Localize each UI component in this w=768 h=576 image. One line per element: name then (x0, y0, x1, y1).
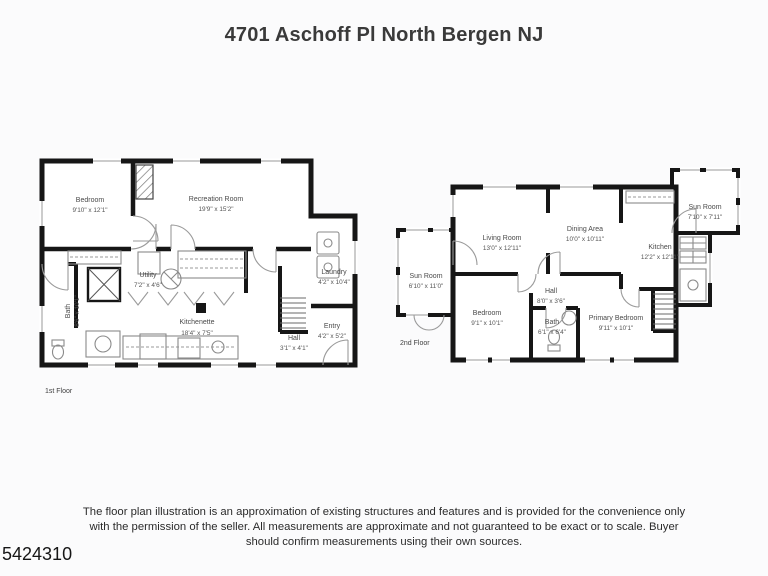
svg-text:6'10" x 11'0": 6'10" x 11'0" (408, 283, 444, 290)
svg-text:7'10" x 7'11": 7'10" x 7'11" (687, 214, 723, 221)
svg-text:8'0" x 3'6": 8'0" x 3'6" (537, 298, 565, 305)
svg-text:Bath: Bath (65, 303, 72, 319)
svg-text:Hall: Hall (287, 335, 301, 342)
svg-text:Entry: Entry (323, 323, 341, 330)
svg-text:8'6" x 10'1": 8'6" x 10'1" (74, 295, 81, 327)
svg-text:Bath: Bath (544, 319, 560, 326)
svg-text:Hall: Hall (544, 288, 558, 295)
svg-text:6'1" x 6'4": 6'1" x 6'4" (538, 329, 566, 336)
svg-text:9'11" x 10'1": 9'11" x 10'1" (598, 325, 634, 332)
svg-text:4'2" x 5'2": 4'2" x 5'2" (318, 333, 346, 340)
svg-text:9'10" x 12'1": 9'10" x 12'1" (72, 207, 108, 214)
svg-text:9'1" x 10'1": 9'1" x 10'1" (471, 320, 503, 327)
svg-text:Sun Room: Sun Room (688, 204, 722, 211)
second-floor-plan (388, 153, 750, 395)
first-floor-plan (28, 146, 368, 411)
disclaimer-text: The floor plan illustration is an approximation of existing structures and features and is provided for the convenience only with the permission of the seller. All measurements are approximate and not guaranteed to be exact or to scale. Buyer should confirm measurements using their own sources. (82, 506, 686, 548)
svg-text:Bedroom: Bedroom (472, 310, 502, 317)
svg-text:12'2" x 12'11": 12'2" x 12'11" (640, 254, 680, 261)
svg-text:Kitchenette: Kitchenette (179, 319, 215, 326)
svg-text:3'1" x 4'1": 3'1" x 4'1" (280, 345, 308, 352)
second-floor-label: 2nd Floor (400, 340, 430, 347)
svg-text:Living Room: Living Room (482, 235, 522, 242)
svg-text:Bedroom: Bedroom (75, 197, 105, 204)
svg-text:Primary Bedroom: Primary Bedroom (588, 315, 644, 322)
chimney-hatch (136, 165, 153, 199)
svg-text:Sun Room: Sun Room (409, 273, 443, 280)
floor2-walls (398, 170, 738, 360)
svg-text:7'2" x 4'6": 7'2" x 4'6" (134, 282, 162, 289)
svg-text:Kitchen: Kitchen (648, 244, 672, 251)
svg-text:Utility: Utility (139, 272, 157, 279)
svg-text:10'0" x 10'11": 10'0" x 10'11" (565, 236, 605, 243)
property-address-title: 4701 Aschoff Pl North Bergen NJ (224, 24, 544, 46)
svg-text:Laundry: Laundry (321, 269, 347, 276)
svg-text:Recreation Room: Recreation Room (188, 196, 244, 203)
mls-photo-id: 5424310 (2, 544, 73, 564)
svg-text:19'9" x 15'2": 19'9" x 15'2" (198, 206, 234, 213)
svg-text:13'0" x 12'11": 13'0" x 12'11" (482, 245, 522, 252)
svg-text:18'4" x 7'5": 18'4" x 7'5" (181, 330, 213, 337)
svg-text:4'2" x 10'4": 4'2" x 10'4" (318, 279, 350, 286)
first-floor-label: 1st Floor (45, 388, 73, 395)
svg-text:Dining Area: Dining Area (566, 226, 604, 233)
